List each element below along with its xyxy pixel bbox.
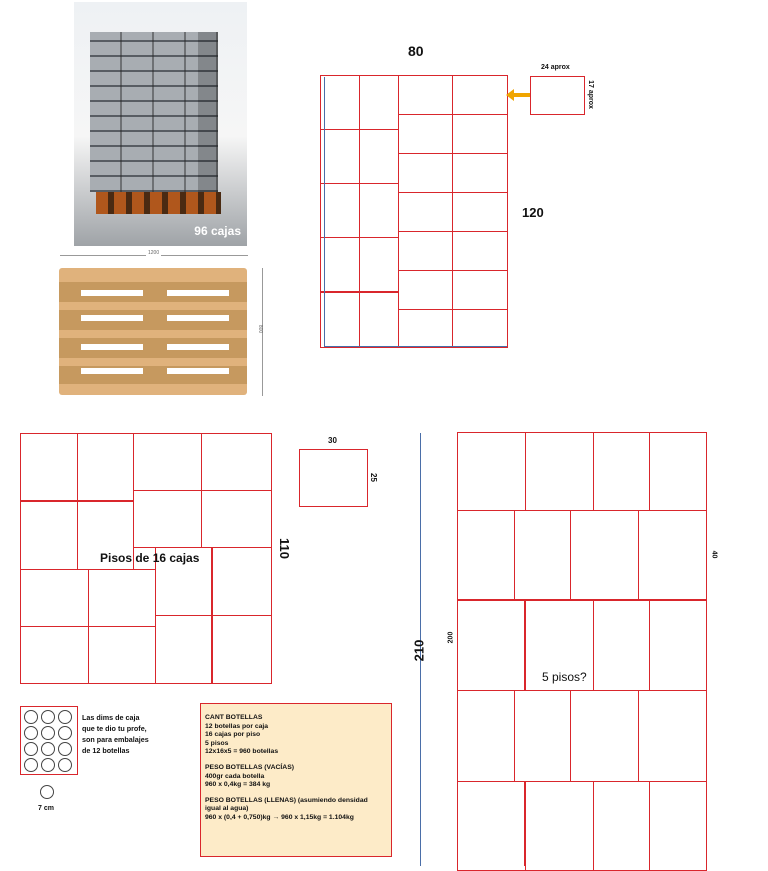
pallet-dim-top: 1200: [148, 250, 160, 256]
side-inner-label: 200: [447, 631, 455, 644]
calc-line: 12 botellas por caja: [205, 722, 269, 730]
calc-line: 5 pisos: [205, 739, 229, 747]
photo-caption: 96 cajas: [194, 224, 241, 238]
pallet-width-label: 80: [408, 43, 424, 59]
side-height-label: 210: [411, 639, 427, 662]
pallet-photo: [74, 2, 247, 246]
floor-caption: Pisos de 16 cajas: [100, 551, 200, 565]
arrow-icon: [506, 88, 530, 100]
side-box-label: 40: [710, 550, 718, 559]
side-elevation: [457, 433, 707, 866]
bottle-note: Las dims de caja que te dio tu profe, son para embalajes de 12 botellas: [82, 713, 149, 755]
pallet-dim-side: 800: [257, 324, 264, 334]
floor-height-label: 110: [276, 538, 292, 559]
box-floor-view: [299, 449, 368, 507]
box-floor-w-label: 30: [328, 436, 337, 445]
box-height-label: 17 aprox: [586, 80, 594, 109]
pallet-base: [96, 192, 221, 214]
pallet-drawing: [59, 268, 247, 395]
side-caption: 5 pisos?: [542, 670, 587, 684]
calc-line: PESO BOTELLAS (VACÍAS): [205, 763, 294, 771]
calc-line: 960 x (0,4 + 0,750)kg → 960 x 1,15kg = 1.104kg: [205, 813, 354, 821]
calc-line: igual al agua): [205, 805, 249, 813]
box-width-label: 24 aprox: [541, 64, 570, 71]
box-top-view: [530, 76, 585, 115]
calc-line: 12x16x5 = 960 botellas: [205, 748, 279, 756]
calc-note: [200, 703, 392, 857]
pallet-height-label: 120: [522, 205, 544, 220]
calc-line: 400gr cada botella: [205, 772, 265, 780]
calc-line: 16 cajas por piso: [205, 731, 261, 739]
bottle-grid: [20, 706, 78, 775]
bottle-circle: [40, 785, 54, 799]
box-floor-h-label: 25: [368, 473, 378, 482]
calc-line: CANT BOTELLAS: [205, 714, 263, 721]
box-stack: [90, 32, 218, 192]
calc-line: 960 x 0,4kg = 384 kg: [205, 781, 271, 789]
pallet-top-grid: [320, 75, 508, 348]
bottle-circle-label: 7 cm: [38, 805, 54, 812]
calc-line: PESO BOTELLAS (LLENAS) (asumiendo densidad: [205, 796, 368, 804]
